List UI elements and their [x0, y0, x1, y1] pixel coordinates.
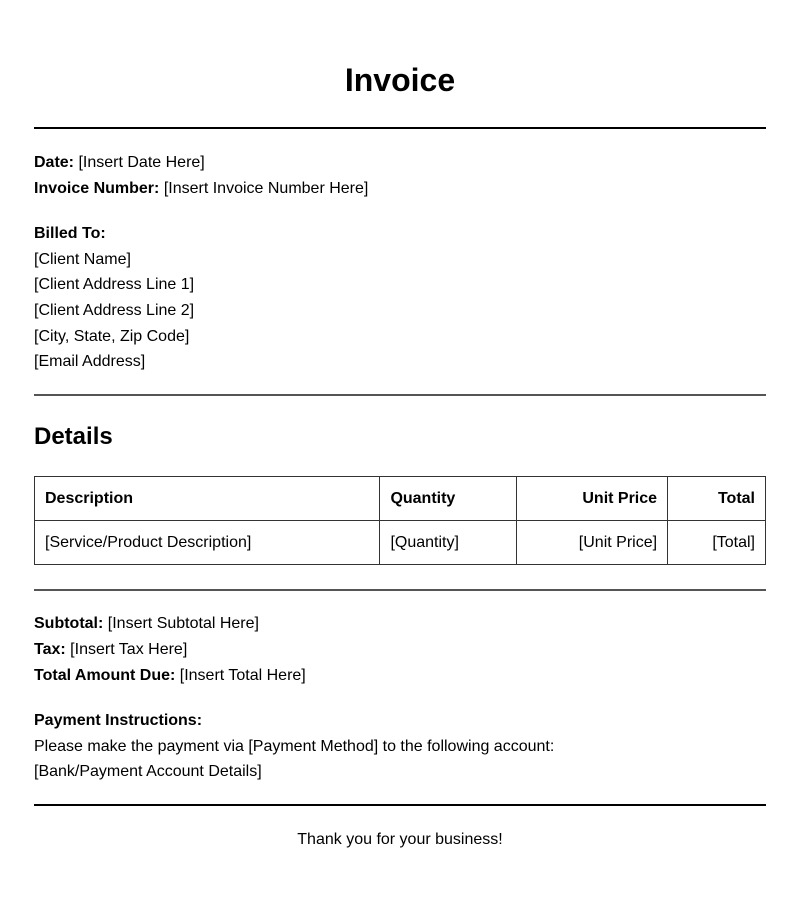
tax-value: [Insert Tax Here]	[70, 641, 188, 658]
total-due-value: [Insert Total Here]	[179, 667, 306, 684]
payment-account-details: [Bank/Payment Account Details]	[34, 763, 262, 780]
client-email: [Email Address]	[34, 353, 146, 370]
client-city-state-zip: [City, State, Zip Code]	[34, 328, 190, 345]
subtotal-value: [Insert Subtotal Here]	[107, 615, 259, 632]
invoice-number-row	[34, 179, 368, 199]
details-heading: Details	[34, 423, 113, 450]
client-address-line-2: [Client Address Line 2]	[34, 302, 195, 319]
total-due-row	[34, 666, 306, 686]
tax-label: Tax:	[34, 641, 66, 658]
column-header-unit-price: Unit Price	[517, 477, 668, 521]
divider	[34, 589, 766, 591]
cell-total: [Total]	[668, 521, 766, 565]
thank-you-note: Thank you for your business!	[297, 831, 503, 848]
date-label: Date:	[34, 154, 75, 171]
total-due-label: Total Amount Due:	[34, 667, 176, 684]
payment-instructions-text: Please make the payment via [Payment Method] to the following account:	[34, 738, 555, 755]
date-row	[34, 153, 205, 173]
invoice-number-label: Invoice Number:	[34, 180, 160, 197]
table-row	[35, 521, 766, 565]
column-header-total: Total	[668, 477, 766, 521]
billed-to-heading: Billed To:	[34, 225, 106, 242]
client-address-line-1: [Client Address Line 1]	[34, 276, 195, 293]
invoice-number-value: [Insert Invoice Number Here]	[163, 180, 369, 197]
payment-instructions-label	[34, 711, 202, 731]
date-value: [Insert Date Here]	[78, 154, 205, 171]
invoice-title: Invoice	[344, 62, 456, 98]
cell-description: [Service/Product Description]	[35, 521, 380, 565]
divider	[34, 127, 766, 129]
divider	[34, 804, 766, 806]
cell-unit-price: [Unit Price]	[517, 521, 668, 565]
divider	[34, 394, 766, 396]
billed-to-label	[34, 224, 106, 244]
payment-instructions-heading: Payment Instructions:	[34, 712, 203, 729]
subtotal-label: Subtotal:	[34, 615, 104, 632]
table-header-row	[35, 477, 766, 521]
tax-row	[34, 640, 187, 660]
column-header-description: Description	[35, 477, 380, 521]
client-name: [Client Name]	[34, 251, 131, 268]
details-table	[34, 476, 766, 565]
column-header-quantity: Quantity	[380, 477, 517, 521]
subtotal-row	[34, 614, 259, 634]
cell-quantity: [Quantity]	[380, 521, 517, 565]
